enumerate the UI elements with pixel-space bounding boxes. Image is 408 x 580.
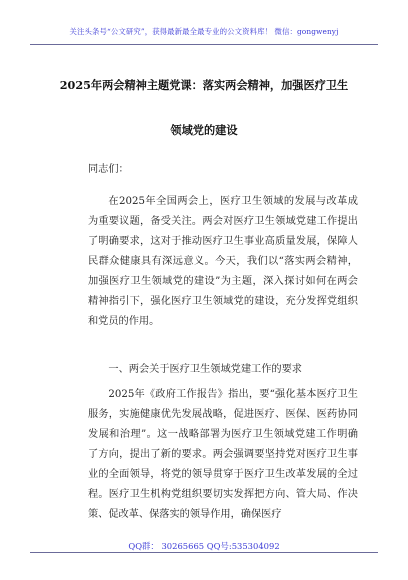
document-title-line-2: 领域党的建设: [170, 123, 238, 137]
footer-divider: [30, 552, 378, 553]
footer-contact: QQ群： 30265665 QQ号:535304092: [128, 541, 280, 551]
body-paragraph-section-1: [88, 385, 358, 525]
paragraph-text: 2025年《政府工作报告》指出，要“强化基本医疗卫生服务，实施健康优先发展战略，促进医疗、医保、医药协同发展和治理”。这一战略部署为医疗卫生领域党建工作明确了方向，提出了新的要求。两会强调要坚持党对医疗卫生事业的全面领导，将党的领导贯穿于医疗卫生改革发展的全过程。医疗卫生机构党组织要切实发挥把方向、管大局、作决策、促改革、保落实的领导作用，确保医疗: [88, 389, 358, 520]
body-paragraph-intro: [88, 192, 358, 332]
header-divider: [30, 44, 378, 45]
header-banner: 关注头条号“公文研究”，获得最新最全最专业的公文资料库！ 微信：gongwenyj: [69, 27, 339, 36]
salutation: 同志们：: [88, 164, 129, 175]
section-heading-text: 一、两会关于医疗卫生领域党建工作的要求: [108, 364, 302, 375]
document-title-line-1: 2025年两会精神主题党课：落实两会精神，加强医疗卫生: [59, 78, 349, 92]
paragraph-text: 在2025年全国两会上，医疗卫生领域的发展与改革成为重要议题，备受关注。两会对医疗卫生领域党建工作提出了明确要求，这对于推动医疗卫生事业高质量发展，保障人民群众健康具有深远意义。今天，我们以“落实两会精神，加强医疗卫生领域党的建设”为主题，深入探讨如何在两会精神指引下，强化医疗卫生领域党的建设，充分发挥党组织和党员的作用。: [88, 196, 358, 327]
section-heading-1: [88, 360, 358, 380]
